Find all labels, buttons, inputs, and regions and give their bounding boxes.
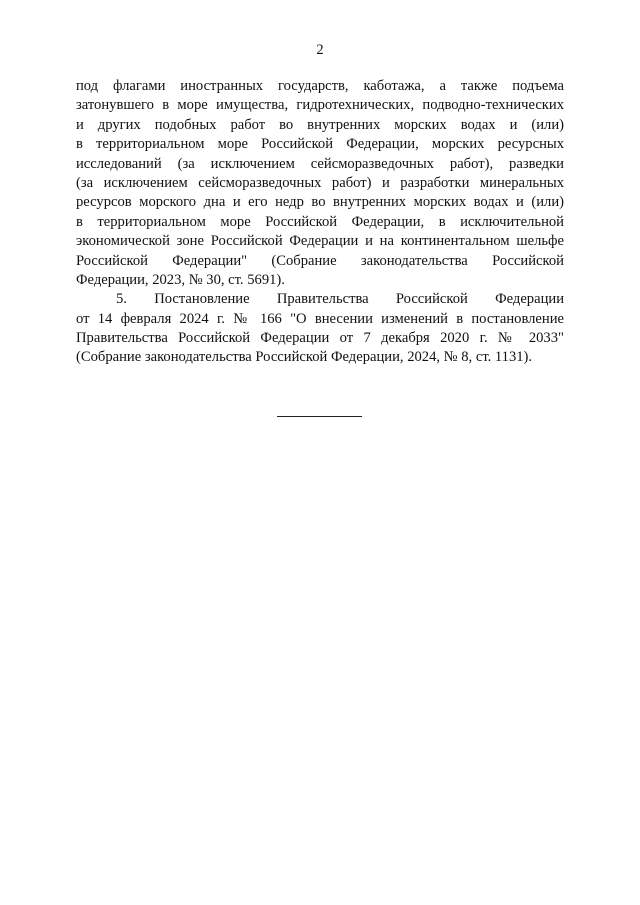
text-line: в территориальном море Российской Федерации, в исключительной [76, 213, 564, 230]
page-number: 2 [316, 42, 324, 58]
text-line: Российской Федерации" (Собрание законодательства Российской [76, 252, 564, 269]
text-line: (за исключением сейсморазведочных работ) и разработки минеральных [76, 174, 564, 191]
text-line: экономической зоне Российской Федерации и на континентальном шельфе [76, 233, 564, 250]
document-body [76, 77, 564, 368]
text-line: (Собрание законодательства Российской Федерации, 2024, № 8, ст. 1131). [76, 349, 533, 366]
text-line: и других подобных работ во внутренних морских водах и (или) [76, 116, 564, 133]
paragraph-1 [76, 77, 564, 290]
end-separator-line [277, 416, 362, 417]
text-line: в территориальном море Российской Федерации, морских ресурсных [76, 136, 564, 153]
text-line: Федерации, 2023, № 30, ст. 5691). [76, 271, 285, 288]
text-line: ресурсов морского дна и его недр во внутренних морских водах и (или) [76, 194, 564, 211]
text-line: 5. Постановление Правительства Российской Федерации [116, 291, 564, 308]
text-line: затонувшего в море имущества, гидротехнических, подводно-технических [76, 97, 564, 114]
text-line: Правительства Российской Федерации от 7 декабря 2020 г. № 2033" [76, 330, 564, 347]
paragraph-2 [76, 290, 564, 368]
text-line: под флагами иностранных государств, каботажа, а также подъема [76, 78, 564, 94]
text-line: исследований (за исключением сейсморазведочных работ), разведки [76, 155, 564, 172]
text-line: от 14 февраля 2024 г. № 166 "О внесении изменений в постановление [76, 310, 564, 327]
